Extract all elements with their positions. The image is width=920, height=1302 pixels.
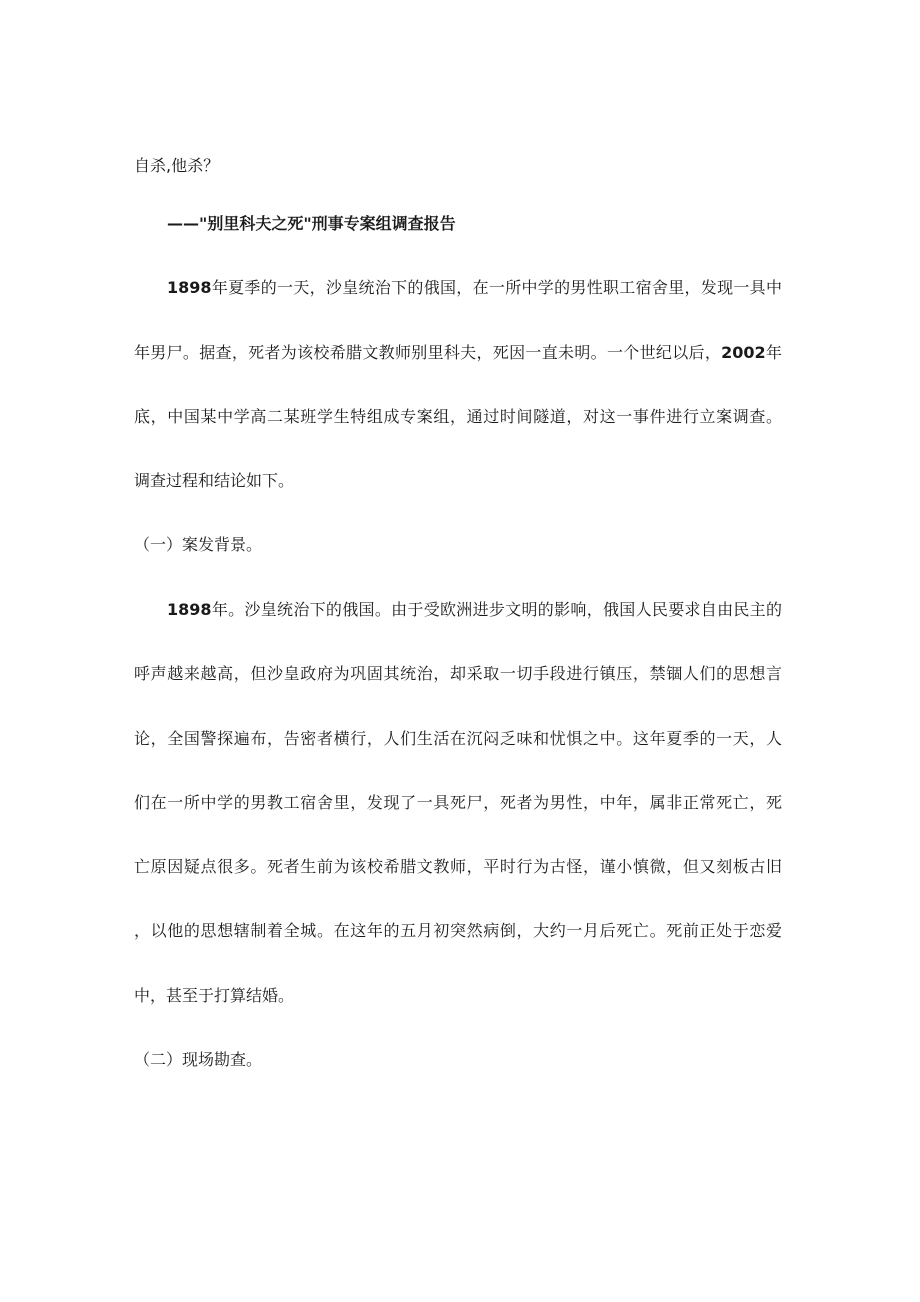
intro-line-2 <box>134 342 782 364</box>
section-1-line-5: 亡原因疑点很多。死者生前为该校希腊文教师，平时行为古怪，谨小慎微，但又刻板古旧 <box>134 857 782 876</box>
intro-line-2-end: 年 <box>765 343 782 362</box>
section-1-line-6: ，以他的思想辖制着全城。在这年的五月初突然病倒，大约一月后死亡。死前正处于恋爱 <box>134 921 782 940</box>
section-1-year-1898: 1898 <box>167 600 212 619</box>
subtitle-text: ——"别里科夫之死"刑事专案组调查报告 <box>167 214 456 233</box>
section-1-line-1-text: 年。沙皇统治下的俄国。由于受欧洲进步文明的影响，俄国人民要求自由民主的 <box>211 600 782 619</box>
intro-line-1 <box>167 277 782 299</box>
section-1-line-3: 论，全国警探遍布，告密者横行，人们生活在沉闷乏味和忧惧之中。这年夏季的一天，人 <box>134 729 782 748</box>
section-1-line-2: 呼声越来越高，但沙皇政府为巩固其统治，却采取一切手段进行镇压，禁锢人们的思想言 <box>134 664 782 683</box>
section-2-heading: （二）现场勘查。 <box>134 1050 263 1069</box>
intro-line-3: 底，中国某中学高二某班学生特组成专案组，通过时间隧道，对这一事件进行立案调查。 <box>134 407 782 426</box>
intro-year-1898: 1898 <box>167 278 212 297</box>
section-1-line-4: 们在一所中学的男教工宿舍里，发现了一具死尸，死者为男性，中年，属非正常死亡，死 <box>134 793 782 812</box>
intro-line-2-text: 年男尸。据查，死者为该校希腊文教师别里科夫，死因一直未明。一个世纪以后， <box>134 343 722 362</box>
document-subtitle <box>167 213 782 235</box>
section-1-line-1 <box>167 599 782 621</box>
intro-year-2002: 2002 <box>721 343 766 362</box>
section-1-line-7: 中，甚至于打算结婚。 <box>134 986 295 1005</box>
document-title: 自杀,他杀？ <box>134 156 220 175</box>
section-1-heading: （一）案发背景。 <box>134 535 263 554</box>
intro-line-4: 调查过程和结论如下。 <box>134 471 295 490</box>
intro-line-1-text: 年夏季的一天，沙皇统治下的俄国，在一所中学的男性职工宿舍里，发现一具中 <box>211 278 782 297</box>
